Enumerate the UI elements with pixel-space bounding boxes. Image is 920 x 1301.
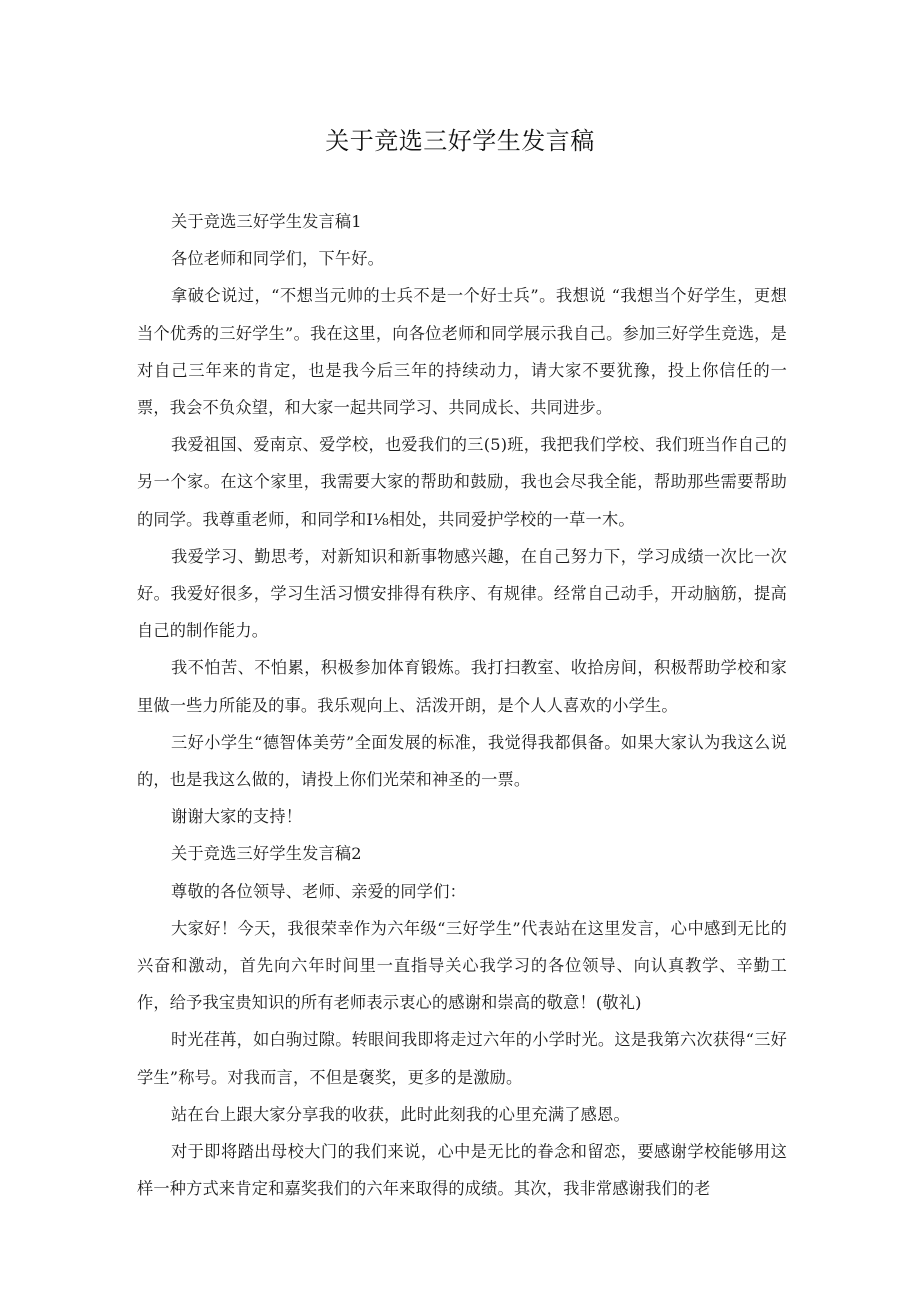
section-heading-1: 关于竞选三好学生发言稿1	[171, 212, 362, 231]
paragraph: 我不怕苦、不怕累，积极参加体育锻炼。我打扫教室、收拾房间，积极帮助学校和家里做一些力所能及的事。我乐观向上、活泼开朗，是个人人喜欢的小学生。	[137, 658, 787, 715]
paragraph: 我爱祖国、爱南京、爱学校，也爱我们的三(5)班，我把我们学校、我们班当作自己的另一个家。在这个家里，我需要大家的帮助和鼓励，我也会尽我全能，帮助那些需要帮助的同学。我尊重老师，和同学和I⅛相处，共同爱护学校的一草一木。	[137, 435, 787, 529]
document-title: 关于竞选三好学生发言稿	[325, 127, 595, 155]
paragraph-greeting-2: 尊敬的各位领导、老师、亲爱的同学们：	[171, 881, 466, 901]
paragraph: 三好小学生“德智体美劳”全面发展的标准，我觉得我都俱备。如果大家认为我这么说的，也是我这么做的，请投上你们光荣和神圣的一票。	[137, 732, 787, 790]
paragraph: 对于即将踏出母校大门的我们来说，心中是无比的眷念和留恋，要感谢学校能够用这样一种方式来肯定和嘉奖我们的六年来取得的成绩。其次，我非常感谢我们的老	[137, 1142, 787, 1199]
paragraph: 大家好！今天，我很荣幸作为六年级“三好学生”代表站在这里发言，心中感到无比的兴奋和激动，首先向六年时间里一直指导关心我学习的各位领导、向认真教学、辛勤工作，给予我宝贵知识的所有老师表示衷心的感谢和崇高的敬意！(敬礼)	[137, 918, 787, 1013]
paragraph-thanks: 谢谢大家的支持！	[171, 807, 303, 827]
paragraph-greeting-1: 各位老师和同学们，下午好。	[171, 249, 385, 269]
paragraph: 时光荏苒，如白驹过隙。转眼间我即将走过六年的小学时光。这是我第六次获得“三好学生”称号。对我而言，不但是褒奖，更多的是激励。	[137, 1030, 787, 1087]
document-body	[137, 203, 787, 1207]
paragraph: 我爱学习、勤思考，对新知识和新事物感兴趣，在自己努力下，学习成绩一次比一次好。我爱好很多，学习生活习惯安排得有秩序、有规律。经常自己动手，开动脑筋，提高自己的制作能力。	[137, 546, 787, 641]
paragraph: 站在台上跟大家分享我的收获，此时此刻我的心里充满了感恩。	[171, 1104, 630, 1124]
paragraph: 拿破仑说过，“不想当元帅的士兵不是一个好士兵”。我想说 “我想当个好学生，更想当个优秀的三好学生”。我在这里，向各位老师和同学展示我自己。参加三好学生竞选，是对自己三年来的肯定，也是我今后三年的持续动力，请大家不要犹豫，投上你信任的一票，我会不负众望，和大家一起共同学习、共同成长、共同进步。	[137, 286, 787, 418]
section-heading-2: 关于竞选三好学生发言稿2	[171, 844, 362, 864]
